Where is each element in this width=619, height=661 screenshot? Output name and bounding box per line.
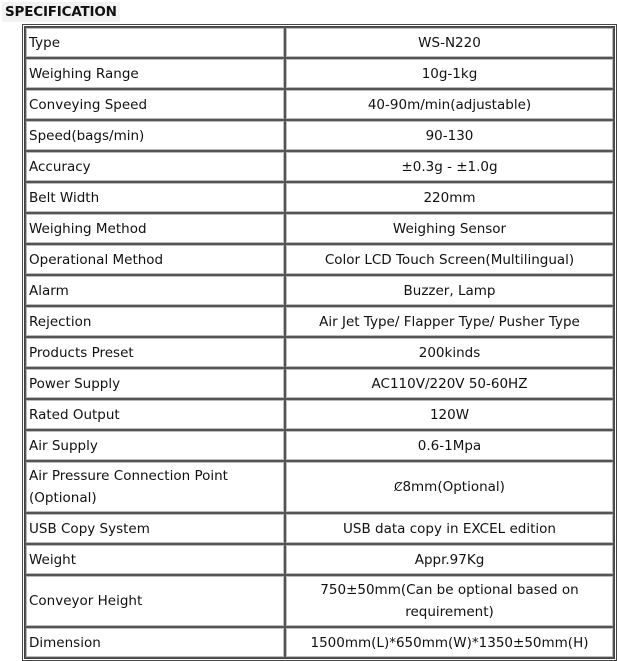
table-row <box>25 151 614 182</box>
table-row <box>25 58 614 89</box>
spec-value <box>285 461 614 513</box>
table-row <box>25 213 614 244</box>
spec-label: Air Pressure Connection Point (Optional) <box>25 461 285 513</box>
spec-label: Operational Method <box>25 244 285 275</box>
spec-label: USB Copy System <box>25 513 285 544</box>
spec-value: 90-130 <box>285 120 614 151</box>
table-row <box>25 430 614 461</box>
spec-value: Weighing Sensor <box>285 213 614 244</box>
spec-label: Belt Width <box>25 182 285 213</box>
spec-label: Rated Output <box>25 399 285 430</box>
spec-value: 40-90m/min(adjustable) <box>285 89 614 120</box>
spec-value: USB data copy in EXCEL edition <box>285 513 614 544</box>
table-row <box>25 461 614 513</box>
spec-label: Power Supply <box>25 368 285 399</box>
spec-value: 750±50mm(Can be optional based on requirement) <box>285 575 614 627</box>
spec-label: Products Preset <box>25 337 285 368</box>
spec-label: Type <box>25 27 285 58</box>
spec-label: Air Supply <box>25 430 285 461</box>
table-row <box>25 306 614 337</box>
spec-label: Conveying Speed <box>25 89 285 120</box>
table-row <box>25 275 614 306</box>
table-row <box>25 89 614 120</box>
table-row <box>25 399 614 430</box>
table-row <box>25 368 614 399</box>
spec-value: Buzzer, Lamp <box>285 275 614 306</box>
spec-label: Weighing Method <box>25 213 285 244</box>
spec-label: Rejection <box>25 306 285 337</box>
specification-table <box>22 24 617 661</box>
spec-value: 0.6-1Mpa <box>285 430 614 461</box>
spec-value: 200kinds <box>285 337 614 368</box>
table-row <box>25 337 614 368</box>
table-row <box>25 513 614 544</box>
table-row <box>25 27 614 58</box>
spec-label: Speed(bags/min) <box>25 120 285 151</box>
spec-value: Air Jet Type/ Flapper Type/ Pusher Type <box>285 306 614 337</box>
spec-label: Dimension <box>25 627 285 658</box>
spec-value: WS-N220 <box>285 27 614 58</box>
spec-value: 220mm <box>285 182 614 213</box>
spec-label: Alarm <box>25 275 285 306</box>
table-row <box>25 575 614 627</box>
spec-value: Appr.97Kg <box>285 544 614 575</box>
table-row <box>25 244 614 275</box>
table-row <box>25 544 614 575</box>
spec-value: 120W <box>285 399 614 430</box>
table-row <box>25 120 614 151</box>
spec-value: Color LCD Touch Screen(Multilingual) <box>285 244 614 275</box>
table-row <box>25 182 614 213</box>
spec-label: Weighing Range <box>25 58 285 89</box>
spec-value: AC110V/220V 50-60HZ <box>285 368 614 399</box>
spec-value: 1500mm(L)*650mm(W)*1350±50mm(H) <box>285 627 614 658</box>
section-heading: SPECIFICATION <box>2 2 120 22</box>
spec-value-text: 8mm(Optional) <box>402 479 505 495</box>
spec-label: Conveyor Height <box>25 575 285 627</box>
diameter-symbol: Ȼ <box>394 480 403 494</box>
spec-label: Accuracy <box>25 151 285 182</box>
spec-value: 10g-1kg <box>285 58 614 89</box>
spec-value: ±0.3g - ±1.0g <box>285 151 614 182</box>
spec-label: Weight <box>25 544 285 575</box>
